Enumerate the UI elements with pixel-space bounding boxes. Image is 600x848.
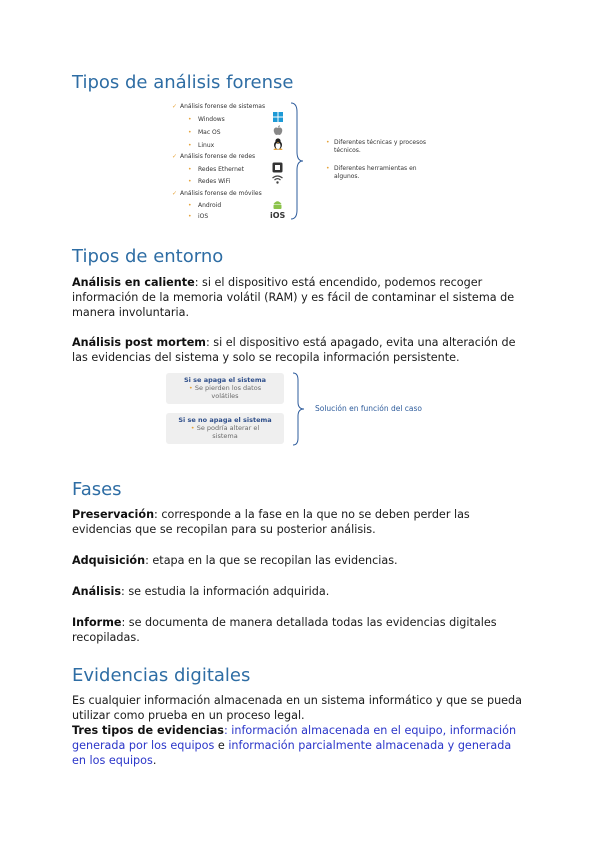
bullet-icon: •: [188, 142, 192, 149]
term-preservacion: Preservación: [72, 508, 155, 521]
fig-item-linux: Linux: [198, 142, 215, 149]
check-bullet-icon: ✓: [172, 103, 178, 110]
ethernet-icon: [272, 162, 283, 173]
fig-item-moviles: Análisis forense de móviles: [180, 190, 262, 197]
windows-icon: [273, 112, 283, 122]
heading-fases: Fases: [72, 479, 122, 500]
fig-item-redes: Análisis forense de redes: [180, 153, 256, 160]
heading-evidencias-digitales: Evidencias digitales: [72, 665, 251, 686]
fig-item-wifi: Redes WiFi: [198, 178, 231, 185]
apple-icon: [273, 125, 283, 136]
paragraph-informe: [72, 615, 528, 645]
tipo-generada: información generada por los equipos: [72, 724, 517, 752]
box-no-apaga-title: Si se no apaga el sistema: [178, 416, 272, 424]
term-analisis-caliente: Análisis en caliente: [72, 276, 195, 289]
check-bullet-icon: ✓: [172, 153, 178, 160]
heading-tipos-entorno: Tipos de entorno: [72, 246, 224, 267]
check-bullet-icon: ✓: [172, 190, 178, 197]
fig-item-android: Android: [198, 202, 222, 209]
term-analisis: Análisis: [72, 585, 121, 598]
bullet-icon: •: [188, 202, 192, 209]
bullet-icon: •: [188, 213, 192, 220]
paragraph-analisis-caliente: [72, 275, 528, 320]
android-icon: [272, 199, 283, 210]
fig-note-herramientas: Diferentes herramientas en algunos.: [334, 165, 417, 180]
text-preservacion: : corresponde a la fase en la que no se deben perder las evidencias que se recopilan para su posterior análisis.: [72, 508, 470, 536]
text-analisis-post-mortem: : si el dispositivo está apagado, evita una alteración de las evidencias del sistema y solo se recopila información persistente.: [72, 336, 516, 364]
bullet-icon: •: [326, 139, 330, 146]
fig-item-windows: Windows: [198, 116, 225, 123]
paragraph-analisis: [72, 584, 528, 599]
paragraph-evidencias-intro: Es cualquier información almacenada en un sistema informático y que se pueda utilizar como prueba en un proceso legal.: [72, 694, 523, 722]
bullet-icon: •: [190, 424, 195, 432]
text-analisis-caliente: : si el dispositivo está encendido, podemos recoger información de la memoria volátil (RAM) y es fácil de contaminar el sistema de manera involuntaria.: [72, 276, 515, 319]
paragraph-tipos-evidencias: Tres tipos de evidencias: información almacenada en el equipo, información generada por los equipos e información parcialmente almacenada y generada en los equipos.: [72, 724, 517, 767]
fig-item-macos: Mac OS: [198, 129, 221, 136]
fig-item-ios: iOS: [198, 213, 209, 220]
bullet-icon: •: [188, 129, 192, 136]
term-analisis-post-mortem: Análisis post mortem: [72, 336, 206, 349]
box-no-apaga-sistema: [166, 413, 284, 444]
bullet-icon: •: [188, 384, 193, 392]
box-apaga-sub: • Se pierden los datos volátiles: [188, 384, 262, 400]
term-adquisicion: Adquisición: [72, 554, 146, 567]
text-adquisicion: : etapa en la que se recopilan las evidencias.: [145, 554, 398, 567]
paragraph-adquisicion: [72, 553, 528, 568]
solucion-label: Solución en función del caso: [315, 404, 423, 413]
bullet-icon: •: [188, 116, 192, 123]
ios-logo: iOS: [270, 211, 286, 220]
box-apaga-title: Si se apaga el sistema: [184, 376, 266, 384]
fig-item-sistemas: Análisis forense de sistemas: [180, 103, 266, 110]
box-no-apaga-sub: • Se podría alterar el sistema: [190, 424, 260, 440]
bullet-icon: •: [188, 166, 192, 173]
tipo-parcial: información parcialmente almacenada y generada en los equipos: [72, 739, 512, 767]
text-informe: : se documenta de manera detallada todas las evidencias digitales recopiladas.: [72, 616, 497, 644]
term-informe: Informe: [72, 616, 122, 629]
paragraph-preservacion: [72, 507, 528, 537]
term-tipos-evidencias: Tres tipos de evidencias: [72, 724, 224, 737]
brace-icon: [292, 372, 306, 446]
brace-icon: [289, 102, 305, 220]
wifi-icon: [272, 175, 283, 184]
bullet-icon: •: [326, 165, 330, 172]
heading-tipos-analisis-forense: Tipos de análisis forense: [72, 72, 294, 93]
paragraph-analisis-post-mortem: [72, 335, 528, 365]
box-apaga-sistema: [166, 373, 284, 404]
fig-item-ethernet: Redes Ethernet: [198, 166, 244, 173]
bullet-icon: •: [188, 178, 192, 185]
tipo-almacenada: información almacenada en el equipo: [231, 724, 443, 737]
text-analisis: : se estudia la información adquirida.: [121, 585, 330, 598]
linux-icon: [273, 138, 283, 150]
fig-note-tecnicas: Diferentes técnicas y procesos técnicos.: [334, 139, 427, 154]
figure-forensic-types: [168, 100, 438, 224]
